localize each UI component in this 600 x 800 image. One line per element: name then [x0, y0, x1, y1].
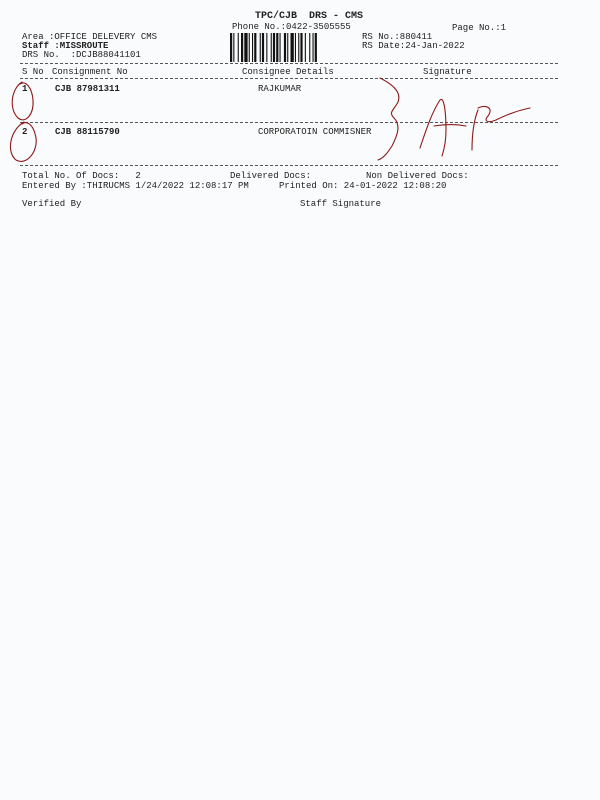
document-title: TPC/CJB DRS - CMS	[255, 11, 364, 22]
printed-on: Printed On: 24-01-2022 12:08:20	[279, 181, 447, 191]
barcode-bar	[266, 33, 267, 62]
barcode-bar	[291, 33, 294, 62]
divider-top	[20, 63, 558, 64]
signature-stroke	[434, 125, 466, 127]
barcode-bar	[238, 33, 239, 62]
barcode-bar	[260, 33, 261, 62]
barcode-bar	[287, 33, 288, 62]
barcode-bar	[241, 33, 243, 62]
row-consignment: CJB 88115790	[55, 127, 120, 137]
barcode-bar	[252, 33, 253, 62]
barcode-bar	[273, 33, 275, 62]
divider-row	[20, 122, 558, 123]
non-delivered-docs: Non Delivered Docs:	[366, 171, 469, 181]
rs-date: RS Date:24-Jan-2022	[362, 41, 465, 51]
staff-field: Staff :MISSROUTE	[22, 41, 109, 51]
barcode-bar	[315, 33, 317, 62]
page-number: Page No.:1	[452, 23, 507, 33]
barcode-image	[230, 33, 358, 62]
signature-stroke	[472, 110, 478, 150]
barcode-bar	[295, 33, 296, 62]
drs-number: DRS No. :DCJB88041101	[22, 50, 141, 60]
row-sno: 2	[22, 127, 28, 137]
barcode-bar	[249, 33, 250, 62]
row-sno: 1	[22, 84, 28, 94]
signature-stroke	[478, 106, 530, 121]
column-header-consignee: Consignee Details	[242, 67, 334, 77]
signature-stroke	[420, 99, 446, 156]
barcode-bar	[271, 33, 272, 62]
barcode-bar	[298, 33, 299, 62]
column-header-sno: S No	[22, 67, 44, 77]
barcode-bar	[284, 33, 286, 62]
barcode-bar	[276, 33, 278, 62]
barcode-bar	[313, 33, 314, 62]
row-consignee: CORPORATOIN COMMISNER	[258, 127, 372, 137]
barcode-bar	[233, 33, 234, 62]
column-header-signature: Signature	[423, 67, 472, 77]
staff-signature-label: Staff Signature	[300, 199, 382, 209]
row-consignee: RAJKUMAR	[258, 84, 302, 94]
barcode-bar	[244, 33, 247, 62]
verified-by-label: Verified By	[22, 199, 82, 209]
barcode-bar	[280, 33, 281, 62]
barcode-bar	[309, 33, 310, 62]
delivered-docs: Delivered Docs:	[230, 171, 312, 181]
barcode-bar	[300, 33, 302, 62]
barcode-bar	[262, 33, 264, 62]
barcode-bar	[230, 33, 232, 62]
divider-header	[20, 78, 558, 79]
entered-by: Entered By :THIRUCMS 1/24/2022 12:08:17 PM	[22, 181, 249, 191]
rs-number: RS No.:880411	[362, 32, 433, 42]
total-docs: Total No. Of Docs: 2	[22, 171, 141, 181]
divider-bottom	[20, 165, 558, 166]
column-header-consignment: Consignment No	[52, 67, 128, 77]
phone-number: Phone No.:0422-3505555	[232, 22, 351, 32]
barcode-bar	[305, 33, 306, 62]
signature-stroke	[378, 78, 399, 160]
area-field: Area :OFFICE DELEVERY CMS	[22, 32, 158, 42]
barcode-bar	[254, 33, 256, 62]
row-consignment: CJB 87981311	[55, 84, 120, 94]
